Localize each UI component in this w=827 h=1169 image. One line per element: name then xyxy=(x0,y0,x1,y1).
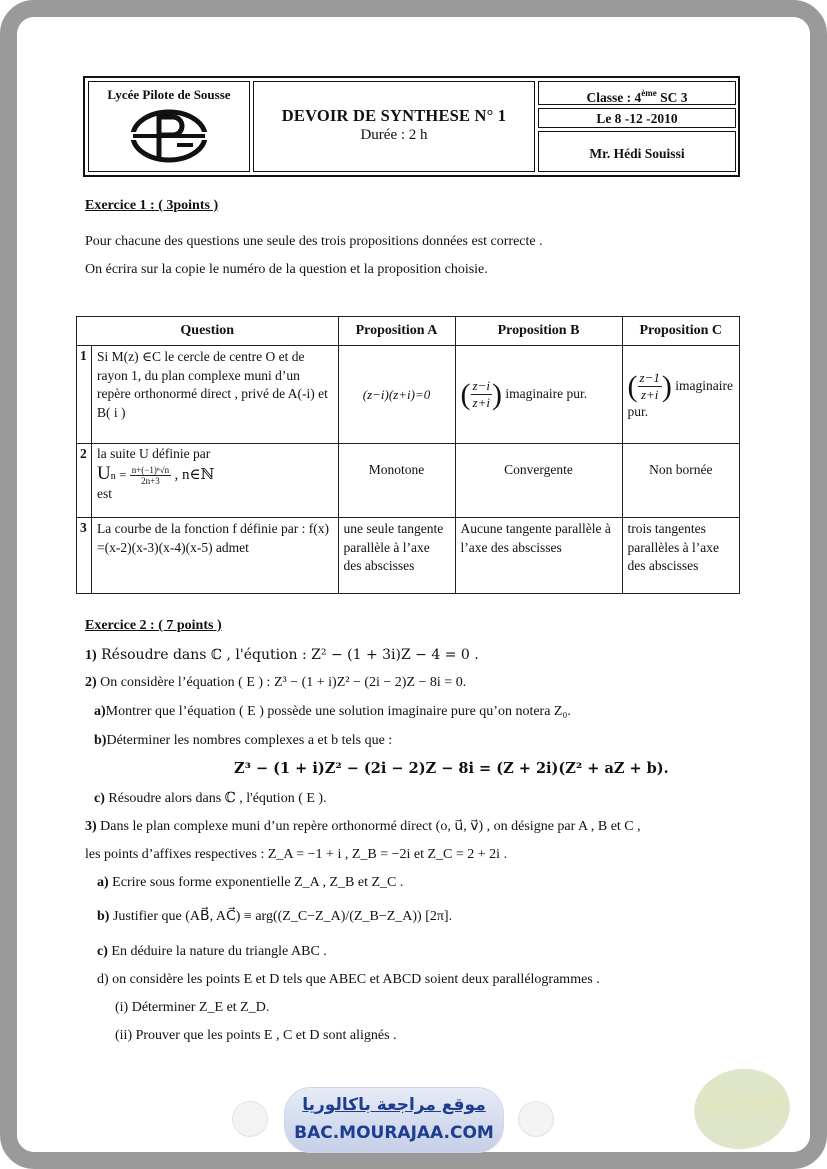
school-logo-icon xyxy=(129,105,209,167)
row-prop-b: ( $\frac{z-i}{z+i}$ ) imaginaire pur. xyxy=(455,346,622,444)
row-number: 3 xyxy=(77,518,92,594)
q2b-label: b) xyxy=(94,733,107,748)
q3b-text: Justifier que (AB⃗, AC⃗) ≡ arg((Z_C−Z_A)/(Z_B−Z_A)) [2π]. xyxy=(109,909,453,924)
row-question: La courbe de la fonction f définie par : f(x) =(x-2)(x-3)(x-4)(x-5) admet xyxy=(92,518,339,594)
exercise-2-title: Exercice 2 : ( 7 points ) xyxy=(85,618,222,633)
ex2-q3d-ii: (ii) Prouver que les points E , C et D sont alignés . xyxy=(115,1028,397,1043)
header-question: Question xyxy=(77,317,339,346)
ex2-q3d: d) on considère les points E et D tels que ABEC et ABCD soient deux parallélogrammes . xyxy=(97,972,600,987)
sequence-denominator: 2n+3 xyxy=(141,476,160,487)
right-badge-icon xyxy=(518,1101,554,1137)
ex2-q2c xyxy=(94,790,327,807)
q3c-text: En déduire la nature du triangle ABC . xyxy=(107,944,327,959)
exercise-1-intro-2: On écrira sur la copie le numéro de la question et la proposition choisie. xyxy=(85,262,488,277)
ex2-q2b xyxy=(94,733,392,749)
sequence-numerator: n+(−1)ⁿ√n xyxy=(131,465,170,476)
site-banner[interactable] xyxy=(285,1088,503,1152)
row-prop-c: trois tangentes parallèles à l’axe des abscisses xyxy=(622,518,739,594)
left-badge-icon xyxy=(232,1101,268,1137)
row-prop-a: (z−i)(z+i)=0 xyxy=(338,346,455,444)
site-url: BAC.MOURAJAA.COM xyxy=(294,1123,494,1143)
exam-title-cell xyxy=(253,81,535,172)
q2c-text: Résoudre alors dans ℂ , l'éqution ( E ). xyxy=(104,791,327,806)
ex2-q3a xyxy=(97,875,403,891)
prop-b-numerator: z−i xyxy=(472,378,490,393)
sequence-symbol: U xyxy=(97,463,111,484)
ex2-q2 xyxy=(85,675,466,691)
ex2-q3b xyxy=(97,908,452,925)
row-prop-a: une seule tangente parallèle à l’axe des abscisses xyxy=(338,518,455,594)
ex2-q3c xyxy=(97,944,327,960)
question-tail: est xyxy=(97,486,112,502)
prop-b-text: imaginaire pur. xyxy=(505,385,588,401)
ex2-q3d-i: (i) Déterminer Z_E et Z_D. xyxy=(115,1000,270,1015)
q3c-label: c) xyxy=(97,944,108,959)
q2c-label: c) xyxy=(94,791,105,806)
q1-text: Résoudre dans ℂ , l'éqution : Z² − (1 + 3i)Z − 4 = 0 . xyxy=(96,647,479,663)
exercise-1-title: Exercice 1 : ( 3points ) xyxy=(85,198,219,213)
header-prop-a: Proposition A xyxy=(338,317,455,346)
class-sup: ème xyxy=(641,88,657,98)
exercise-1-intro-1: Pour chacune des questions une seule des trois propositions données est correcte . xyxy=(85,234,543,249)
qcm-table xyxy=(76,316,740,594)
class-prefix: Classe : 4 xyxy=(586,90,642,105)
header-prop-c: Proposition C xyxy=(622,317,739,346)
row-prop-c: Non bornée xyxy=(622,444,739,518)
class-suffix: SC 3 xyxy=(656,90,688,105)
exam-title: DEVOIR DE SYNTHESE N° 1 xyxy=(281,106,507,125)
prop-c-text: imaginaire pur. xyxy=(627,377,733,419)
row-question: la suite U définie par Un = $\frac{\text{n+(−1)ⁿ√n}}{2n+3}$ , n∈ℕ est xyxy=(92,444,339,518)
school-name: Lycée Pilote de Sousse xyxy=(107,87,231,102)
header-prop-b: Proposition B xyxy=(455,317,622,346)
prop-c-denominator: z+i xyxy=(640,387,659,402)
q2a-label: a) xyxy=(94,704,106,719)
q2a-text: Montrer que l’équation ( E ) possède une solution imaginaire pure qu’on notera Z₀. xyxy=(105,704,571,719)
q3-number: 3) xyxy=(85,819,97,834)
ex2-q2a xyxy=(94,704,571,720)
qcm-header-row xyxy=(77,317,740,346)
prop-b-denominator: z+i xyxy=(472,395,490,410)
q3a-label: a) xyxy=(97,875,109,890)
q2-text: On considère l’équation ( E ) : Z³ − (1 + i)Z² − (2i − 2)Z − 8i = 0. xyxy=(96,675,467,690)
sequence-domain: , n∈ℕ xyxy=(174,467,215,483)
qcm-row xyxy=(77,444,740,518)
prop-c-numerator: z−1 xyxy=(639,370,660,385)
row-prop-a: Monotone xyxy=(338,444,455,518)
q1-number: 1) xyxy=(85,648,97,663)
row-prop-b: Convergente xyxy=(455,444,622,518)
school-cell xyxy=(88,81,250,172)
brand-text: bac Math xyxy=(704,1088,788,1120)
q2b-text: Déterminer les nombres complexes a et b tels que : xyxy=(106,733,393,748)
exam-header xyxy=(83,76,740,177)
qcm-row xyxy=(77,346,740,444)
exam-date: Le 8 -12 -2010 xyxy=(538,108,736,128)
row-number: 2 xyxy=(77,444,92,518)
question-head: la suite U définie par xyxy=(97,446,211,461)
qcm-row xyxy=(77,518,740,594)
q3a-text: Ecrire sous forme exponentielle Z_A , Z_B et Z_C . xyxy=(108,875,404,890)
row-prop-c: ( $\frac{z-1}{z+i}$ ) imaginaire pur. xyxy=(622,346,739,444)
sequence-index: n xyxy=(110,471,116,482)
ex2-q3-line2: les points d’affixes respectives : Z_A = −1 + i , Z_B = −2i et Z_C = 2 + 2i . xyxy=(85,847,508,862)
q3-text: Dans le plan complexe muni d’un repère orthonormé direct (o, u⃗, v⃗) , on désigne par A , B et C , xyxy=(96,819,641,834)
class-cell xyxy=(538,81,736,105)
site-arabic-name: موقع مراجعة باكالوريا xyxy=(302,1095,486,1115)
ex2-q2b-equation: Z³ − (1 + i)Z² − (2i − 2)Z − 8i = (Z + 2i)(Z² + aZ + b). xyxy=(234,760,669,777)
row-prop-b: Aucune tangente parallèle à l’axe des abscisses xyxy=(455,518,622,594)
row-number: 1 xyxy=(77,346,92,444)
teacher-name: Mr. Hédi Souissi xyxy=(538,131,736,172)
ex2-q3 xyxy=(85,818,641,835)
row-question: Si M(z) ∈C le cercle de centre O et de rayon 1, du plan complexe muni d’un repère orthonormé direct , privé de A(-i) et B( i ) xyxy=(92,346,339,444)
q2-number: 2) xyxy=(85,675,97,690)
exam-duration: Durée : 2 h xyxy=(360,127,428,143)
ex2-q1 xyxy=(85,647,479,664)
q3b-label: b) xyxy=(97,909,110,924)
